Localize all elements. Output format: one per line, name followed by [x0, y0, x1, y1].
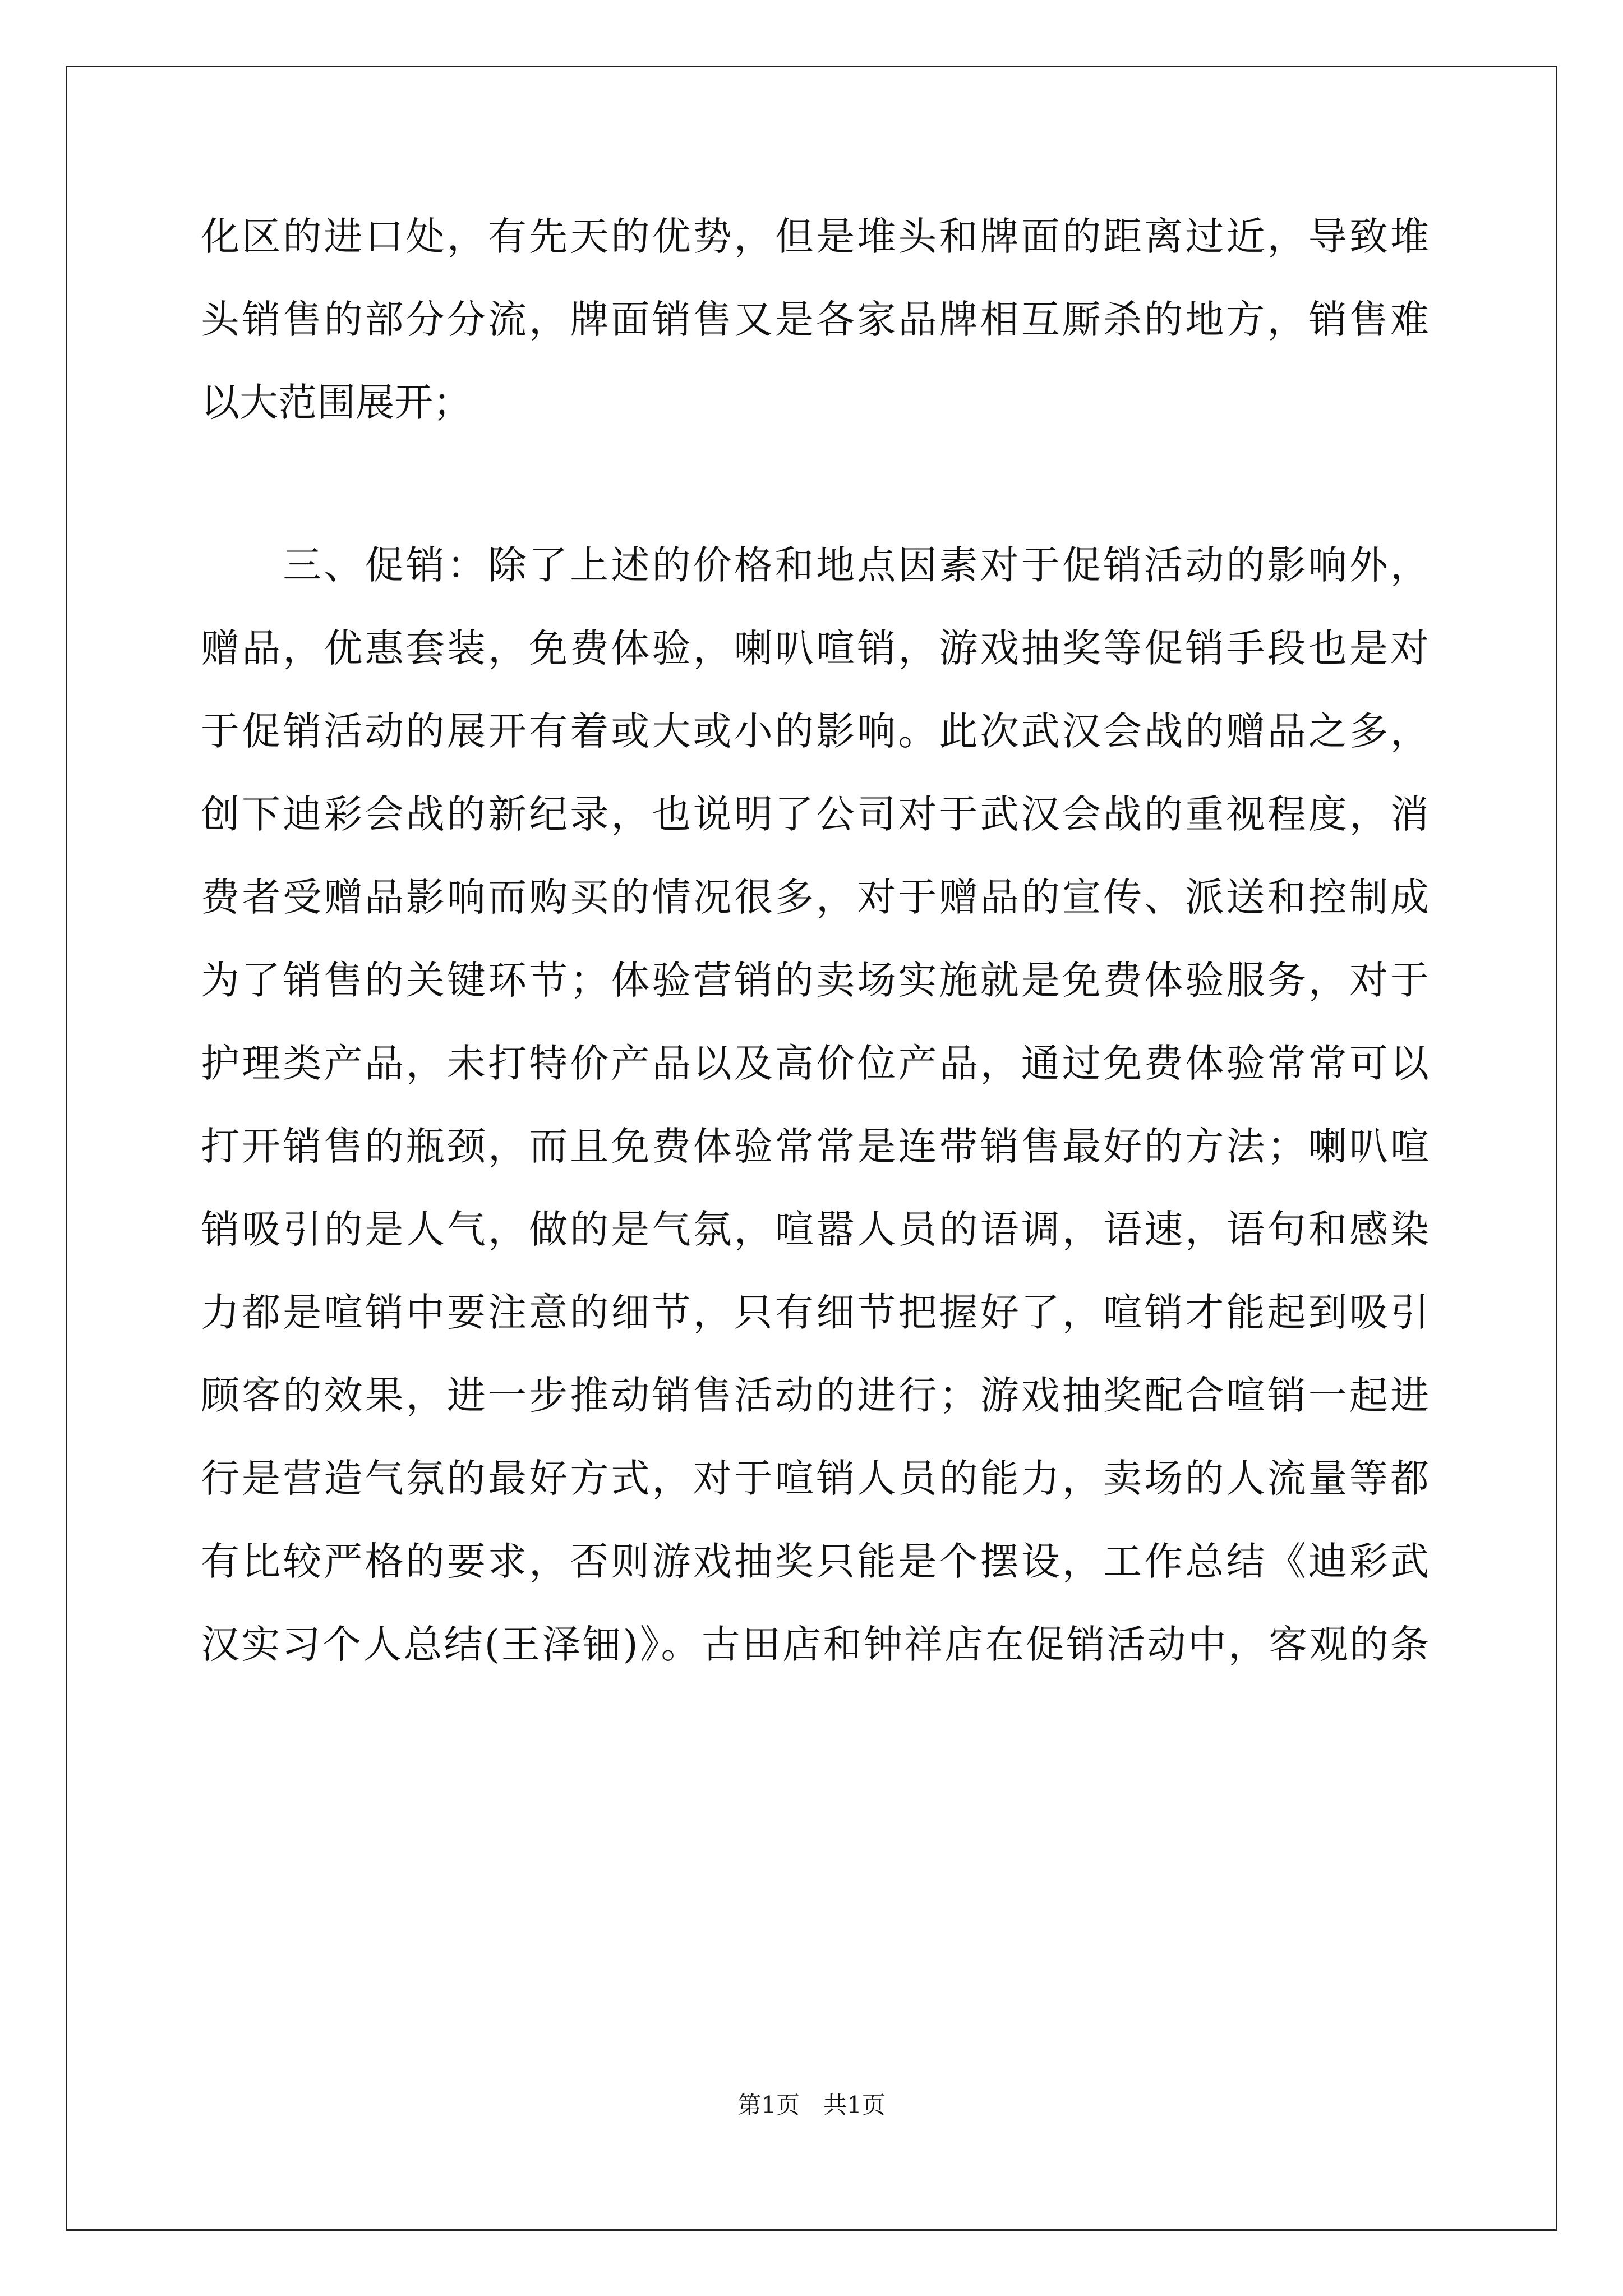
text-line: 三、促销：除了上述的价格和地点因素对于促销活动的影响外，: [201, 543, 1429, 588]
text-line: 以大范围展开；: [201, 380, 472, 425]
text-line: 于促销活动的展开有着或大或小的影响。此次武汉会战的赠品之多，: [201, 709, 1429, 754]
paragraph-gap: [201, 444, 1429, 524]
text-line: 汉实习个人总结(王泽钿)》。古田店和钟祥店在促销活动中，客观的条: [201, 1622, 1429, 1667]
text-line: 赠品，优惠套装，免费体验，喇叭喧销，游戏抽奖等促销手段也是对: [201, 626, 1429, 671]
text-line: 创下迪彩会战的新纪录，也说明了公司对于武汉会战的重视程度，消: [201, 792, 1429, 837]
text-line: 行是营造气氛的最好方式，对于喧销人员的能力，卖场的人流量等都: [201, 1456, 1429, 1501]
text-line: 头销售的部分分流，牌面销售又是各家品牌相互厮杀的地方，销售难: [201, 297, 1429, 342]
text-line: 有比较严格的要求，否则游戏抽奖只能是个摆设，工作总结《迪彩武: [201, 1539, 1429, 1584]
page-footer: 第1页 共1页: [737, 2091, 886, 2119]
text-line: 化区的进口处，有先天的优势，但是堆头和牌面的距离过近，导致堆: [201, 214, 1429, 259]
text-line: 顾客的效果，进一步推动销售活动的进行；游戏抽奖配合喧销一起进: [201, 1373, 1429, 1418]
text-line: 费者受赠品影响而购买的情况很多，对于赠品的宣传、派送和控制成: [201, 875, 1429, 920]
document-body: [201, 195, 1429, 1686]
text-line: 为了销售的关键环节；体验营销的卖场实施就是免费体验服务，对于: [201, 958, 1429, 1003]
text-line: 力都是喧销中要注意的细节，只有细节把握好了，喧销才能起到吸引: [201, 1290, 1429, 1335]
text-line: 打开销售的瓶颈，而且免费体验常常是连带销售最好的方法；喇叭喧: [201, 1124, 1429, 1169]
text-line: 销吸引的是人气，做的是气氛，喧嚣人员的语调，语速，语句和感染: [201, 1207, 1429, 1252]
text-line: 护理类产品，未打特价产品以及高价位产品，通过免费体验常常可以: [201, 1041, 1429, 1086]
